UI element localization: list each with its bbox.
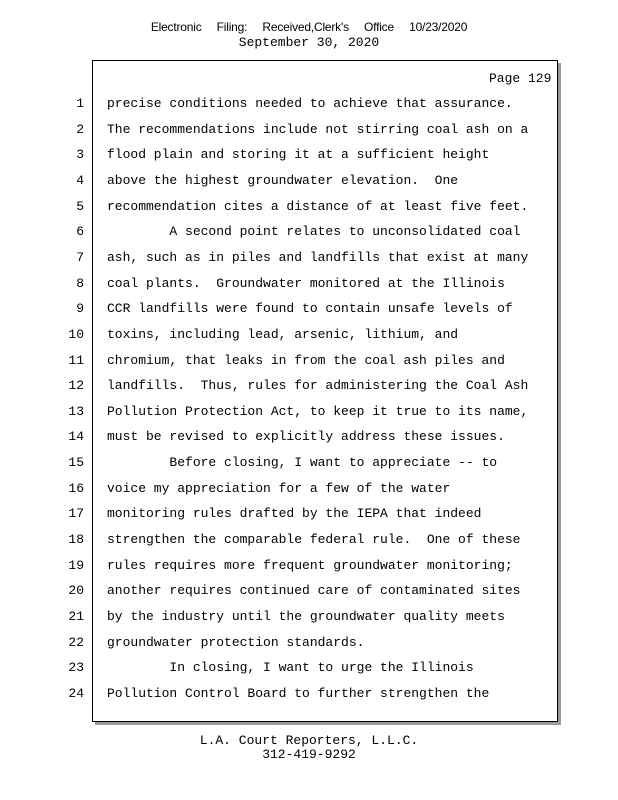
line-number: 17 bbox=[68, 506, 84, 521]
line-number: 22 bbox=[68, 635, 84, 650]
reporter-company: L.A. Court Reporters, L.L.C. bbox=[199, 733, 419, 748]
line-number: 2 bbox=[76, 122, 84, 137]
line-number: 1 bbox=[76, 96, 84, 111]
transcript-line: A second point relates to unconsolidated coal bbox=[107, 224, 521, 239]
transcript-line: Before closing, I want to appreciate -- to bbox=[107, 455, 498, 470]
line-number: 18 bbox=[68, 532, 84, 547]
line-number: 8 bbox=[76, 276, 84, 291]
line-number: 14 bbox=[68, 429, 84, 444]
line-number: 21 bbox=[68, 609, 84, 624]
line-number: 9 bbox=[76, 301, 84, 316]
filing-stamp bbox=[0, 20, 618, 34]
line-number: 5 bbox=[76, 199, 84, 214]
stamp-word: Received,Clerk's bbox=[262, 20, 349, 34]
line-number: 24 bbox=[68, 686, 84, 701]
transcript-line: Pollution Control Board to further strengthen the bbox=[107, 686, 490, 701]
transcript-line: groundwater protection standards. bbox=[107, 635, 365, 650]
transcript-line: strengthen the comparable federal rule. One of these bbox=[107, 532, 521, 547]
stamp-word: Electronic bbox=[150, 20, 202, 34]
transcript-line: by the industry until the groundwater quality meets bbox=[107, 609, 505, 624]
line-number: 10 bbox=[68, 327, 84, 342]
hearing-date: September 30, 2020 bbox=[238, 35, 380, 50]
transcript-line: Pollution Protection Act, to keep it true to its name, bbox=[107, 404, 529, 419]
transcript-line: landfills. Thus, rules for administering the Coal Ash bbox=[107, 378, 529, 393]
transcript-line: coal plants. Groundwater monitored at the Illinois bbox=[107, 276, 505, 291]
transcript-line: flood plain and storing it at a sufficient height bbox=[107, 147, 490, 162]
transcript-line: CCR landfills were found to contain unsafe levels of bbox=[107, 301, 513, 316]
line-number: 4 bbox=[76, 173, 84, 188]
line-number: 13 bbox=[68, 404, 84, 419]
transcript-line: another requires continued care of contaminated sites bbox=[107, 583, 521, 598]
reporter-phone: 312-419-9292 bbox=[262, 747, 356, 762]
line-number: 3 bbox=[76, 147, 84, 162]
line-number: 6 bbox=[76, 224, 84, 239]
stamp-word: Filing: bbox=[216, 20, 248, 34]
transcript-line: The recommendations include not stirring coal ash on a bbox=[107, 122, 529, 137]
line-number: 15 bbox=[68, 455, 84, 470]
transcript-line: voice my appreciation for a few of the water bbox=[107, 481, 451, 496]
line-number: 16 bbox=[68, 481, 84, 496]
stamp-word: 10/23/2020 bbox=[409, 20, 468, 34]
transcript-line: rules requires more frequent groundwater monitoring; bbox=[107, 558, 513, 573]
line-number: 11 bbox=[68, 353, 84, 368]
transcript-line: recommendation cites a distance of at least five feet. bbox=[107, 199, 529, 214]
line-number: 7 bbox=[76, 250, 84, 265]
transcript-line: ash, such as in piles and landfills that exist at many bbox=[107, 250, 529, 265]
transcript-line: In closing, I want to urge the Illinois bbox=[107, 660, 474, 675]
transcript-line: chromium, that leaks in from the coal ash piles and bbox=[107, 353, 505, 368]
transcript-line: must be revised to explicitly address these issues. bbox=[107, 429, 505, 444]
page-number: Page 129 bbox=[489, 71, 552, 86]
transcript-line: precise conditions needed to achieve that assurance. bbox=[107, 96, 513, 111]
transcript-line: toxins, including lead, arsenic, lithium, and bbox=[107, 327, 459, 342]
line-number: 12 bbox=[68, 378, 84, 393]
line-number: 23 bbox=[68, 660, 84, 675]
line-number: 19 bbox=[68, 558, 84, 573]
transcript-line: above the highest groundwater elevation. One bbox=[107, 173, 459, 188]
transcript-line: monitoring rules drafted by the IEPA that indeed bbox=[107, 506, 482, 521]
stamp-word: Office bbox=[364, 20, 394, 34]
line-number: 20 bbox=[68, 583, 84, 598]
